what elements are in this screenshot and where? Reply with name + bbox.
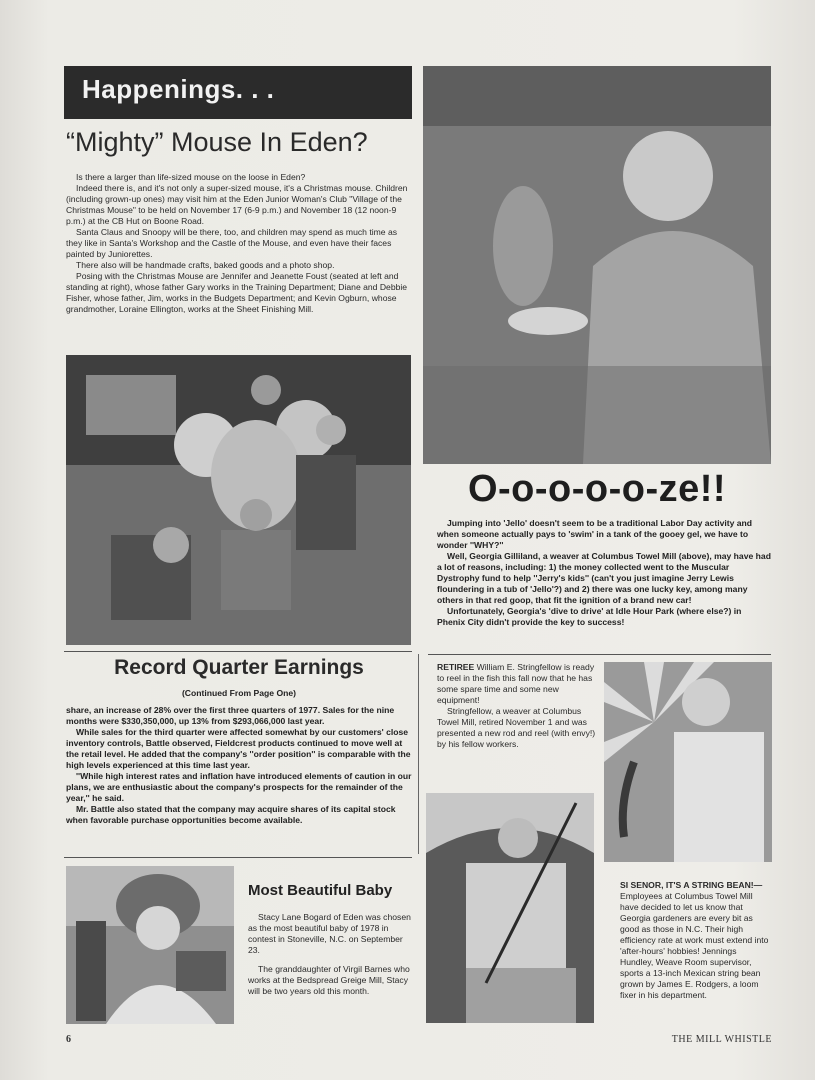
retiree-paragraph: Stringfellow, a weaver at Columbus Towel Mill, retired November 1 and was presented a new rod and reel (with envy!) by his fellow workers.: [437, 706, 596, 749]
page-number: 6: [66, 1034, 71, 1045]
baby-paragraph: Stacy Lane Bogard of Eden was chosen as the most beautiful baby of 1978 in contest in Stoneville, N.C. on September 23.: [248, 912, 411, 955]
divider: [64, 651, 412, 652]
column-divider: [418, 654, 419, 854]
mouse-article-body: [66, 172, 412, 315]
bean-lead: SI SENOR, IT'S A STRING BEAN!—: [620, 880, 763, 890]
bean-article-body: [620, 880, 772, 1001]
bean-text: Employees at Columbus Towel Mill have decided to let us know that Georgia gardeners are every bit as good as those in N.C. Their high efficiency rate at work must extend into 'after-hours' hobbies! Jennings Hundley, Weave Room supervisor, sports a 13-inch Mexican string bean grown by James E. Rodgers, a loom fixer in his department.: [620, 891, 769, 1000]
retiree-photo: [426, 793, 594, 1023]
jello-paragraph: Well, Georgia Gilliland, a weaver at Columbus Towel Mill (above), may have had a lot of reasons, including: 1) the money collected went to the Muscular Dystrophy fund to help ''Jerry's kids'' (can't you just imagine Jerry Lewis floundering in a tub of 'Jello'?) and 2) there was one lucky key, among many others in that red goop, that fit the ignition of a brand new car!: [437, 551, 771, 605]
earnings-article-body: [66, 705, 412, 826]
jello-photo: [423, 66, 771, 464]
mouse-paragraph: Is there a larger than life-sized mouse on the loose in Eden?: [76, 172, 306, 182]
baby-paragraph: The granddaughter of Virgil Barnes who works at the Bedspread Greige Mill, Stacy will be two years old this month.: [248, 964, 410, 996]
earnings-paragraph: share, an increase of 28% over the first three quarters of 1977. Sales for the nine months were $330,350,000, up 13% from $293,066,000 last year.: [66, 705, 395, 726]
baby-photo: [66, 866, 234, 1024]
jello-paragraph: Jumping into 'Jello' doesn't seem to be a traditional Labor Day activity and when someone actually pays to 'swim' in a tank of the gooey gel, we have to wonder ''WHY?'': [437, 518, 753, 550]
earnings-paragraph: ''While high interest rates and inflation have introduced elements of caution in our plans, we are enthusiastic about the company's prospects for the remainder of the year,'' he said.: [66, 771, 412, 803]
jello-article-body: [437, 518, 771, 628]
mouse-paragraph: Santa Claus and Snoopy will be there, too, and children may spend as much time as they like in Santa's Workshop and the Castle of the Mouse, and even have their faces painted by Juniorettes.: [66, 227, 398, 259]
baby-article-body: [248, 912, 412, 997]
string-bean-photo: [604, 662, 772, 862]
jello-headline: O-o-o-o-o-ze!!: [467, 468, 727, 510]
section-banner-text: Happenings. . .: [82, 74, 275, 104]
earnings-paragraph: While sales for the third quarter were affected somewhat by our customers' close inventory controls, Battle observed, Fieldcrest products continued to move well at the retail level. He added that the company's ''order position'' is comparable with the high levels experienced at this time last year.: [66, 727, 411, 770]
christmas-mouse-photo: [66, 355, 411, 645]
divider: [64, 857, 412, 858]
baby-headline: Most Beautiful Baby: [248, 882, 393, 899]
mouse-headline: “Mighty” Mouse In Eden?: [66, 127, 368, 157]
jello-paragraph: Unfortunately, Georgia's 'dive to drive' at Idle Hour Park (where else?) in Phenix City didn't provide the key to success!: [437, 606, 742, 627]
retiree-paragraph: [437, 662, 599, 706]
mouse-paragraph: There also will be handmade crafts, baked goods and a photo shop.: [76, 260, 335, 270]
section-banner: [64, 66, 412, 119]
earnings-paragraph: Mr. Battle also stated that the company may acquire shares of its capital stock when favorable purchase opportunities become available.: [66, 804, 396, 825]
divider: [428, 654, 771, 655]
retiree-article-body: [437, 662, 599, 750]
earnings-continued: (Continued From Page One): [181, 688, 297, 698]
retiree-lead-text: William E. Stringfellow is ready to reel in the fish this fall now that he has some spare time and some new equipment!: [437, 662, 595, 705]
publication-name: THE MILL WHISTLE: [671, 1034, 772, 1045]
mouse-paragraph: Indeed there is, and it's not only a super-sized mouse, it's a Christmas mouse. Children (including grown-up ones) may visit him at the Eden Junior Woman's Club "Village of the Christmas Mouse" to be held on November 17 (6-9 p.m.) and November 18 (12 noon-9 p.m.) at the CB Hut on Boone Road.: [66, 183, 408, 226]
earnings-headline: Record Quarter Earnings: [114, 656, 364, 679]
retiree-lead: RETIREE: [437, 662, 475, 672]
mouse-paragraph: Posing with the Christmas Mouse are Jennifer and Jeanette Foust (seated at left and standing at right), whose father Gary works in the Training Department; Diane and Debbie Fisher, whose father, Jim, works in the Budgets Department; and Kevin Ogburn, whose grandmother, Loraine Ellington, works at the Sheet Finishing Mill.: [66, 271, 408, 314]
